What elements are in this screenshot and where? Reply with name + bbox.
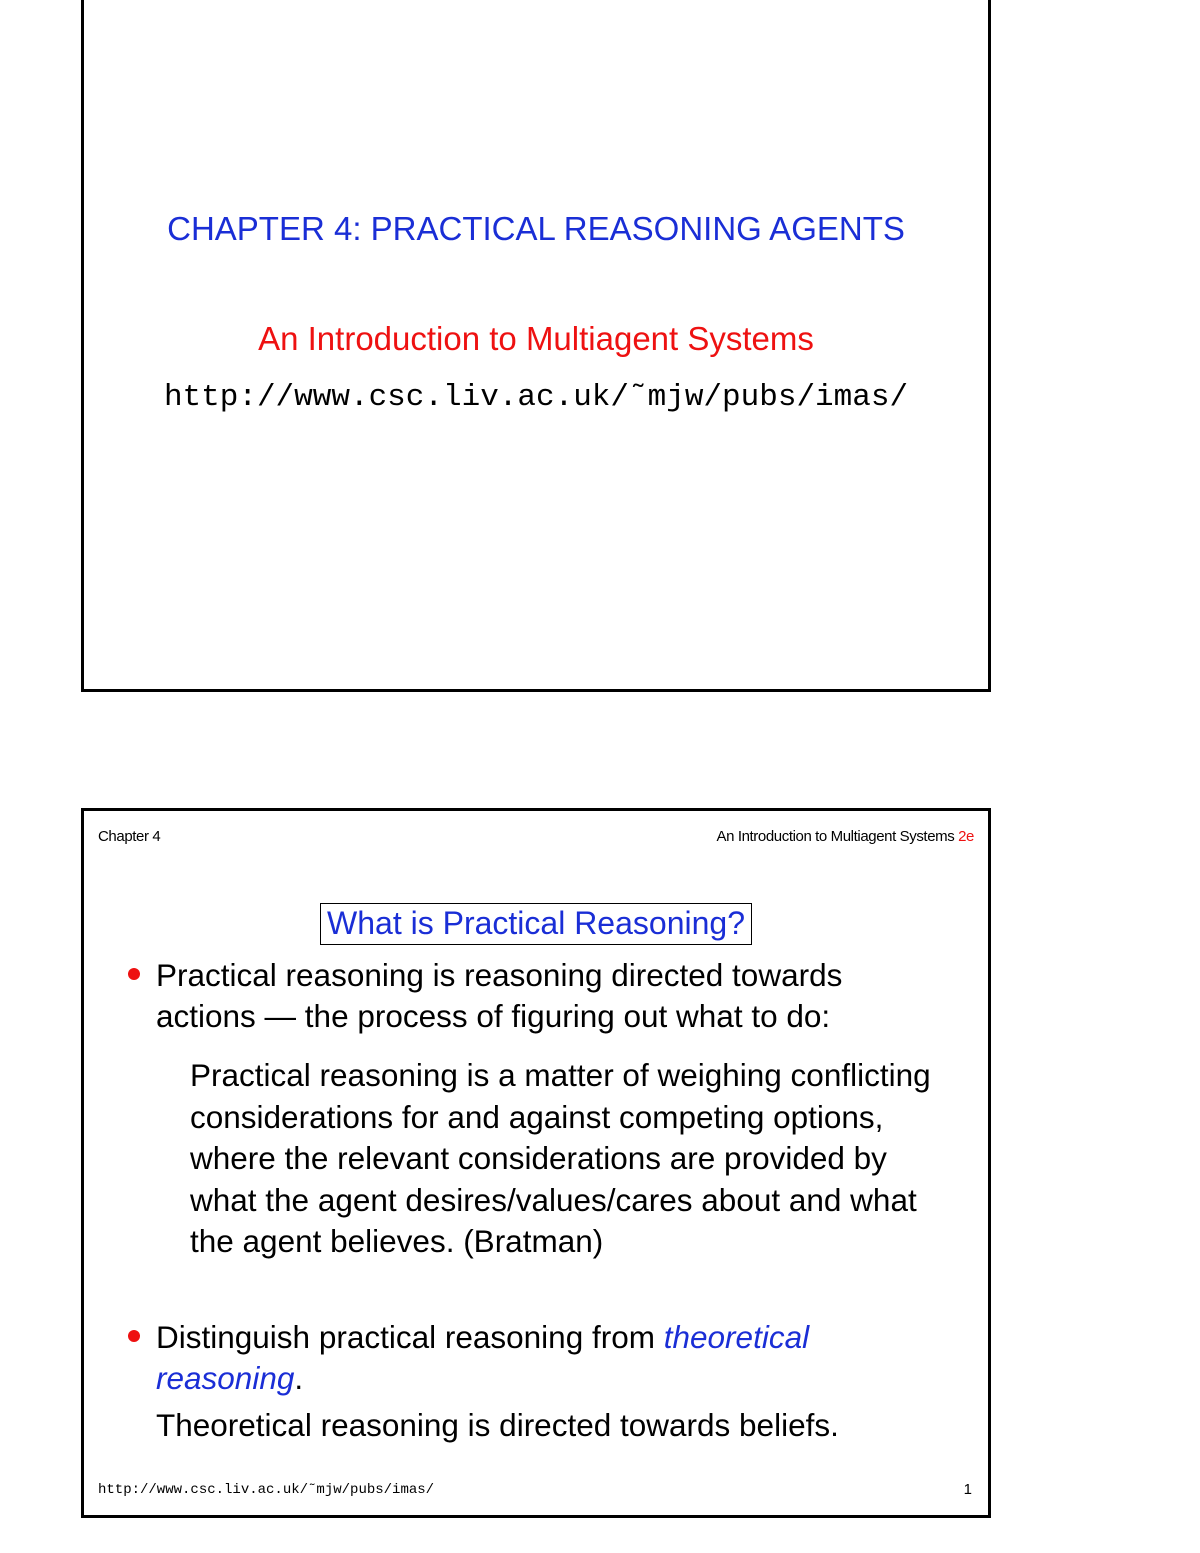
title-slide <box>81 0 991 692</box>
slide-header-book-title: An Introduction to Multiagent Systems <box>716 828 955 845</box>
bratman-quote: Practical reasoning is a matter of weighing conflicting considerations for and against competing options, where the relevant considerations are provided by what the agent desires/values/cares about and what the agent believes. (Bratman) <box>190 1057 931 1259</box>
page-number: 1 <box>963 1481 972 1498</box>
bullet-text <box>156 1317 928 1399</box>
theoretical-note: Theoretical reasoning is directed towards beliefs. <box>156 1407 839 1443</box>
bullet-text-lead: Distinguish practical reasoning from <box>156 1319 655 1355</box>
slide-header-book <box>717 828 975 845</box>
bullet-text: Practical reasoning is reasoning directed towards actions — the process of figuring out what to do: <box>156 957 843 1034</box>
bullet-text-tail: . <box>294 1360 304 1396</box>
slide-heading-wrap <box>84 903 988 945</box>
bullet-dot-icon <box>128 968 140 980</box>
emphasis-term: theoretical reasoning <box>156 1319 810 1396</box>
bullet-dot-icon <box>128 1330 140 1342</box>
slide-heading: What is Practical Reasoning? <box>320 903 752 945</box>
book-url: http://www.csc.liv.ac.uk/˜mjw/pubs/imas/ <box>163 380 909 415</box>
footer-url: http://www.csc.liv.ac.uk/˜mjw/pubs/imas/ <box>98 1482 435 1498</box>
book-title: An Introduction to Multiagent Systems <box>258 320 814 357</box>
bullet-item <box>128 1317 928 1399</box>
chapter-heading: CHAPTER 4: PRACTICAL REASONING AGENTS <box>167 210 905 247</box>
content-slide <box>81 808 991 1518</box>
slide-header-chapter: Chapter 4 <box>98 828 161 845</box>
bullet-item <box>128 955 928 1037</box>
slide-header-edition: 2e <box>958 828 974 845</box>
